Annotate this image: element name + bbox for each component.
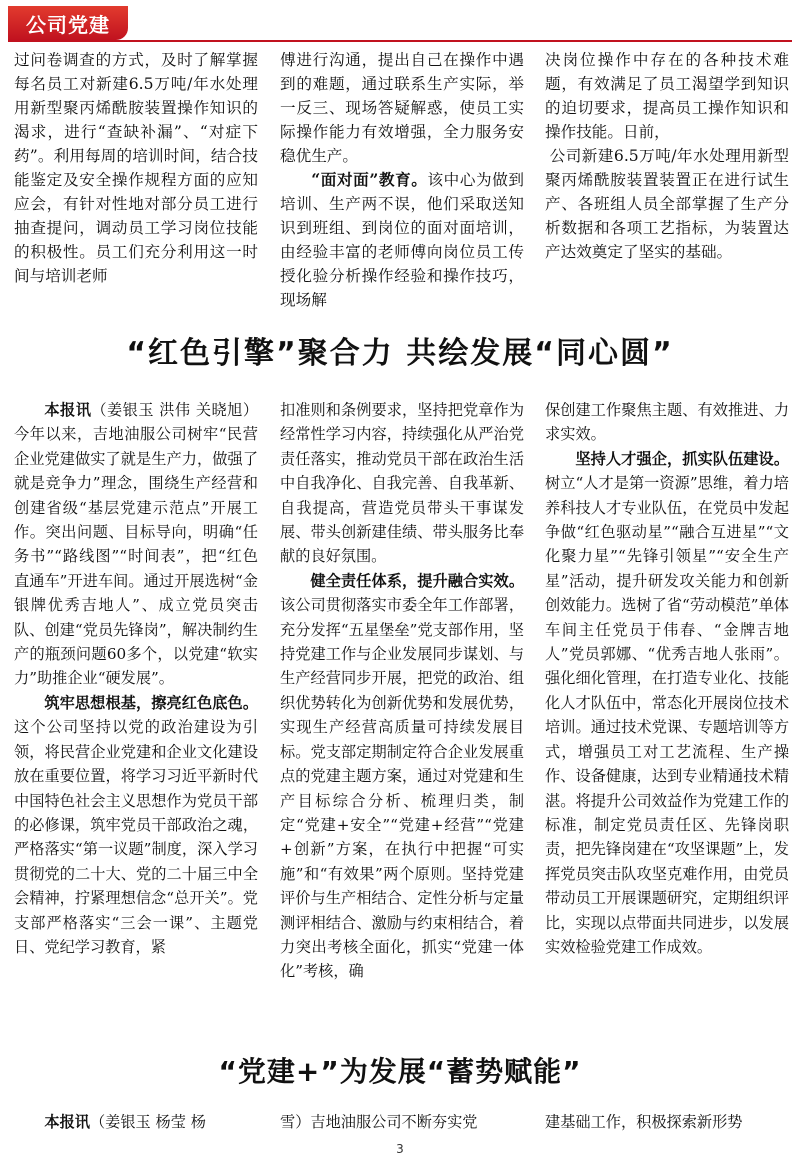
subsection-lead: 坚持人才强企，抓实队伍建设。 <box>575 449 789 468</box>
article2-headline: “红色引擎”聚合力 共绘发展“同心圆” <box>126 336 674 371</box>
article2-paragraph: 树立“人才是第一资源”思维，着力培养科技人才专业队伍，在党员中发起争做“红色驱动星”“融合互进星”“文化聚力星”“先锋引领星”“安全生产星”活动，提升研发攻关能力和创新创效能力。选树了省“劳动模范”单体车间主任党员于伟春、“金牌吉地人”党员郭娜、“优秀吉地人张雨”。强化细化管理，在打造专业化、技能化人才队伍中，常态化开展岗位技术培训。通过技术党课、专题培训等方式，增强员工对工艺流程、生产操作、设备健康，达到专业精通技术精湛。将提升公司效益作为党建工作的标准，制定党员责任区、先锋岗职责，把先锋岗建在“攻坚课题”上，发挥党员突击队攻坚克难作用，由党员带动员工开展课题研究，定期组织评比，实现以点带面共同进步，以发展实效检验党建工作成效。 <box>545 474 789 956</box>
section-tab <box>8 6 128 40</box>
article2-paragraph: 保创建工作聚焦主题、有效推进、力求实效。 <box>545 401 789 444</box>
article1-paragraph: 过问卷调查的方式，及时了解掌握每名员工对新建6.5万吨/年水处理用新型聚丙烯酰胺装置操作知识的渴求，进行“查缺补漏”、“对症下药”。利用每周的培训时间，结合技能鉴定及安全操作规程方面的应知应会，有针对性地对部分员工进行抽查提问，调动员工学习岗位技能的积极性。员工们充分利用这一时间与培训老师 <box>14 51 258 285</box>
article2-paragraph: 该公司贯彻落实市委全年工作部署，充分发挥“五星堡垒”党支部作用，坚持党建工作与企业发展同步谋划、与生产经营同步开展，把党的政治、组织优势转化为创新优势和发展优势，实现生产经营高质量可持续发展目标。党支部定期制定符合企业发展重点的党建主题方案，通过对党建和生产目标综合分析、梳理归类，制定“党建+安全”“党建+经营”“党建+创新”方案，在执行中把握“可实施”和“有效果”两个原则。坚持党建评价与生产相结合、定性分析与定量测评相结合、激励与约束相结合，着力突出考核全面化，抓实“党建一体化”考核，确 <box>280 596 524 981</box>
article1-column-1 <box>14 48 258 288</box>
article2-paragraph: 这个公司坚持以党的政治建设为引领，将民营企业党建和企业文化建设放在重要位置，将学习习近平新时代中国特色社会主义思想作为党员干部的必修课，筑牢党员干部政治之魂，严格落实“第一议题”制度，深入学习贯彻党的二十大、党的二十届三中全会精神，拧紧理想信念“总开关”。党支部严格落实“三会一课”、主题党日、党纪学习教育，紧 <box>14 718 258 956</box>
article1-paragraph: 该中心为做到培训、生产两不误，他们采取送知识到班组、到岗位的面对面培训，由经验丰富的老师傅向岗位员工传授化验分析操作经验和操作技巧，现场解 <box>280 171 524 309</box>
page-number: 3 <box>396 1142 404 1156</box>
subsection-lead: “面对面”教育。 <box>311 170 428 189</box>
section-label: 公司党建 <box>26 12 110 37</box>
article1-paragraph: 决岗位操作中存在的各种技术难题，有效满足了员工渴望学到知识的迫切要求，提高员工操作知识和操作技能。日前， <box>545 51 789 141</box>
article2-column-3 <box>545 398 789 959</box>
article2-column-1 <box>14 398 258 959</box>
subsection-lead: 健全责任体系，提升融合实效。 <box>310 571 524 590</box>
dateline-lead: 本报讯 <box>44 401 92 419</box>
article1-column-3 <box>545 48 789 264</box>
header-divider <box>8 40 792 42</box>
subsection-lead: 筑牢思想根基，擦亮红色底色。 <box>44 693 258 712</box>
article1-paragraph: 傅进行沟通，提出自己在操作中遇到的难题，通过联系生产实际，举一反三、现场答疑解惑，使员工实际操作能力有效增强，全力服务安稳优生产。 <box>280 51 524 165</box>
article2-column-2 <box>280 398 524 984</box>
article3-paragraph: 建基础工作，积极探索新形势 <box>545 1113 743 1131</box>
article2-paragraph: （姜银玉 洪伟 关晓旭）今年以来，吉地油服公司树牢“民营企业党建做实了就是生产力，做强了就是竞争力”理念，围绕生产经营和创建省级“基层党建示范点”开展工作。突出问题、目标导向，明确“任务书”“路线图”“时间表”，把“红色直通车”开进车间。通过开展选树“金银牌优秀吉地人”、成立党员突击队、创建“党员先锋岗”，解决制约生产的瓶颈问题60多个，以党建“软实力”助推企业“硬发展”。 <box>14 401 259 688</box>
article3-paragraph: （姜银玉 杨莹 杨 <box>89 1113 206 1131</box>
article2-paragraph: 扣准则和条例要求，坚持把党章作为经常性学习内容，持续强化从严治党责任落实，推动党员干部在政治生活中自我净化、自我完善、自我革新、自我提高，营造党员带头干事谋发展、带头创新建佳绩、带头服务比奉献的良好氛围。 <box>280 401 524 566</box>
article3-headline: “党建+”为发展“蓄势赋能” <box>218 1055 582 1088</box>
article3-column-1 <box>14 1110 258 1134</box>
article1-paragraph: 公司新建6.5万吨/年水处理用新型聚丙烯酰胺装置装置正在进行试生产、各班组人员全部掌握了生产分析数据和各项工艺指标，为装置达产达效奠定了坚实的基础。 <box>545 147 789 261</box>
article3-column-3 <box>545 1110 789 1134</box>
dateline-lead: 本报讯 <box>44 1113 90 1131</box>
article1-column-2 <box>280 48 524 312</box>
article3-column-2 <box>280 1110 524 1134</box>
article3-paragraph: 雪）吉地油服公司不断夯实党 <box>280 1113 478 1131</box>
